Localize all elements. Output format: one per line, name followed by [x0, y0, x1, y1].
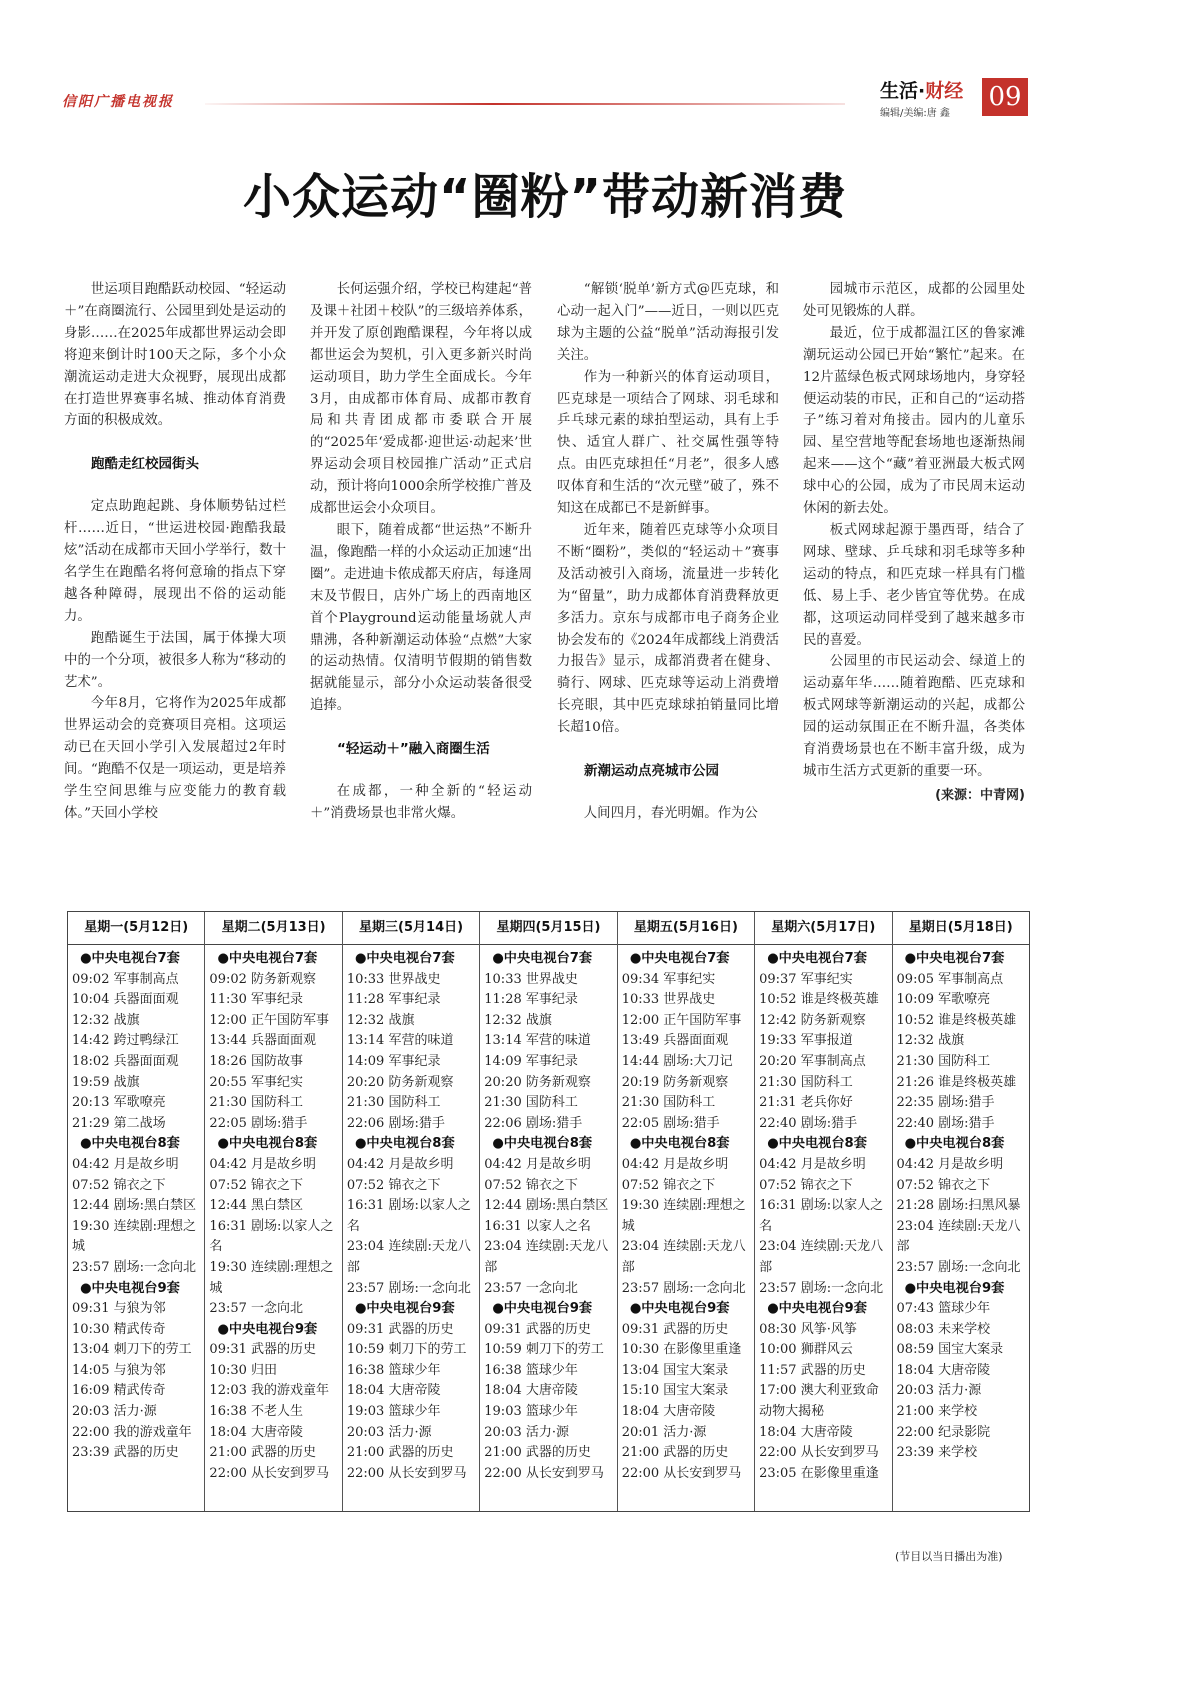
program-item: 10:30 精武传奇 [72, 1321, 166, 1337]
program-item: 12:32 战旗 [484, 1012, 552, 1028]
headline: 小众运动“圈粉”带动新消费 [242, 169, 848, 225]
program-item: 10:52 谁是终极英雄 [896, 1012, 1017, 1028]
channel-label: ●中央电视台8套 [80, 1136, 180, 1152]
paragraph: 眼下，随着成都“世运热”不断升温，像跑酷一样的小众运动正加速“出圈”。走进迪卡侬成都天府店，每逢周末及节假日，店外广场上的西南地区首个Playground运动能量场就人声鼎沸，各种新潮运动体验“点燃”大家的运动热情。仅清明节假期的销售数据就能显示，部分小众运动装备很受追捧。 [310, 522, 532, 714]
schedule-day-body [480, 945, 616, 1484]
program-item: 20:20 军事制高点 [759, 1053, 866, 1069]
program-item: 10:30 在影像里重逢 [621, 1342, 742, 1358]
program-item: 07:52 锦衣之下 [209, 1177, 304, 1193]
program-item: 14:09 军事纪录 [484, 1053, 578, 1069]
program-item: 12:32 战旗 [346, 1012, 415, 1028]
program-item: 14:05 与狼为邻 [72, 1362, 166, 1378]
program-item: 22:00 从长安到罗马 [209, 1465, 330, 1481]
paragraph: “解锁‘脱单’新方式@匹克球，和心动一起入门”——近日，一则以匹克球为主题的公益“脱单”活动海报引发关注。 [557, 282, 779, 363]
channel-label: ●中央电视台9套 [217, 1321, 318, 1337]
article-column-2 [310, 279, 532, 825]
program-item: 21:30 国防科工 [759, 1074, 853, 1090]
program-item: 19:30 连续剧:理想之城 [72, 1218, 196, 1255]
program-item: 12:03 我的游戏童年 [209, 1383, 330, 1399]
paragraph: 公园里的市民运动会、绿道上的运动嘉年华……随着跑酷、匹克球和板式网球等新潮运动的兴起，成都公园的运动氛围正在不断升温，各类体育消费场景也在不断丰富升级，成为城市生活方式更新的重要一环。 [803, 654, 1025, 779]
program-item: 12:00 正午国防军事 [621, 1012, 742, 1028]
program-item: 11:28 军事纪录 [346, 992, 441, 1008]
program-item: 20:03 活力·源 [896, 1383, 982, 1399]
program-item: 10:09 军歌嘹亮 [896, 992, 991, 1008]
program-item: 21:00 来学校 [896, 1404, 978, 1420]
program-item: 23:05 在影像里重逢 [759, 1465, 879, 1481]
header-divider [205, 103, 845, 105]
program-item: 04:42 月是故乡明 [621, 1156, 729, 1172]
program-item: 21:00 武器的历史 [621, 1445, 729, 1461]
program-item: 20:20 防务新观察 [484, 1074, 591, 1090]
schedule-day-column [343, 912, 480, 1511]
page-number: 09 [982, 78, 1028, 116]
paragraph: 在成都，一种全新的“轻运动＋”消费场景也非常火爆。 [310, 784, 532, 821]
paragraph: 园城市示范区，成都的公园里处处可见锻炼的人群。 [803, 282, 1025, 319]
channel-label: ●中央电视台7套 [354, 951, 455, 966]
schedule-day-body [343, 945, 479, 1484]
program-item: 12:32 战旗 [896, 1033, 965, 1049]
program-item: 18:04 大唐帝陵 [896, 1362, 991, 1378]
program-item: 21:29 第二战场 [72, 1115, 166, 1131]
channel-label: ●中央电视台7套 [80, 951, 180, 966]
paragraph: 最近，位于成都温江区的鲁家滩潮玩运动公园已开始“繁忙”起来。在12片蓝绿色板式网球场地内，身穿轻便运动装的市民，正和自己的“运动搭子”练习着对角接击。园内的儿童乐园、星空营地等配套场地也逐渐热闹起来——这个“藏”着亚洲最大板式网球中心的公园，成为了市民周末运动休闲的新去处。 [803, 325, 1025, 517]
program-item: 09:31 武器的历史 [621, 1321, 729, 1337]
channel-label: ●中央电视台7套 [492, 951, 593, 966]
program-item: 08:30 风筝·风筝 [759, 1321, 857, 1337]
schedule-day-column [755, 912, 892, 1511]
schedule-day-column [68, 912, 205, 1511]
schedule-day-column [205, 912, 342, 1511]
channel-label: ●中央电视台8套 [217, 1136, 318, 1152]
program-item: 11:30 军事纪录 [209, 992, 304, 1008]
program-item: 10:59 刺刀下的劳工 [346, 1342, 467, 1358]
program-item: 11:28 军事纪录 [484, 992, 578, 1008]
program-item: 21:30 国防科工 [484, 1095, 578, 1111]
program-item: 16:31 剧场:以家人之名 [209, 1218, 334, 1255]
schedule-day-header: 星期二(5月13日) [205, 912, 341, 945]
program-item: 13:04 刺刀下的劳工 [72, 1342, 192, 1358]
paragraph: 作为一种新兴的体育运动项目，匹克球是一项结合了网球、羽毛球和乒乓球元素的球拍型运动，具有上手快、适宜人群广、社交属性强等特点。由匹克球担任“月老”，很多人感叹体育和生活的“次元壁”破了，殊不知这在成都已不是新鲜事。 [557, 369, 779, 517]
subheading: 新潮运动点亮城市公园 [584, 763, 719, 780]
program-item: 21:26 谁是终极英雄 [896, 1074, 1017, 1090]
program-item: 18:26 国防故事 [209, 1053, 304, 1069]
program-item: 19:03 篮球少年 [484, 1404, 578, 1420]
program-item: 10:33 世界战史 [484, 971, 578, 987]
schedule-day-column [480, 912, 617, 1511]
program-item: 13:14 军营的味道 [484, 1033, 591, 1049]
program-item: 21:00 武器的历史 [484, 1445, 591, 1461]
program-item: 20:01 活力·源 [621, 1424, 707, 1440]
program-item: 09:31 武器的历史 [484, 1321, 591, 1337]
program-item: 16:38 篮球少年 [484, 1362, 578, 1378]
schedule-day-header: 星期日(5月18日) [893, 912, 1029, 945]
program-item: 18:04 大唐帝陵 [759, 1424, 853, 1440]
program-item: 20:03 活力·源 [346, 1424, 432, 1440]
program-item: 22:40 剧场:猎手 [896, 1115, 995, 1131]
program-item: 22:06 剧场:猎手 [346, 1115, 445, 1131]
schedule-day-column [618, 912, 755, 1511]
schedule-day-body [893, 945, 1029, 1464]
program-item: 20:19 防务新观察 [621, 1074, 729, 1090]
program-item: 10:59 刺刀下的劳工 [484, 1342, 604, 1358]
program-item: 04:42 月是故乡明 [209, 1156, 317, 1172]
program-item: 09:31 武器的历史 [209, 1342, 317, 1358]
channel-label: ●中央电视台7套 [904, 951, 1005, 966]
program-item: 12:42 防务新观察 [759, 1012, 866, 1028]
channel-label: ●中央电视台9套 [904, 1280, 1005, 1296]
program-item: 19:03 篮球少年 [346, 1404, 441, 1420]
program-item: 08:59 国宝大案录 [896, 1342, 1004, 1358]
paragraph: 近年来，随着匹克球等小众项目不断“圈粉”，类似的“轻运动＋”赛事及活动被引入商场，流量进一步转化为“留量”，助力成都体育消费释放更多活力。京东与成都市电子商务企业协会发布的《2024年成都线上消费活力报告》显示，成都消费者在健身、骑行、网球、匹克球等运动上消费增长亮眼，其中匹克球球拍销量同比增长超10倍。 [557, 522, 779, 736]
program-item: 09:34 军事纪实 [621, 971, 716, 987]
paragraph: 板式网球起源于墨西哥，结合了网球、壁球、乒乓球和羽毛球等多种运动的特点，和匹克球一样具有门槛低、易上手、老少皆宜等优势。在成都，这项运动同样受到了越来越多市民的喜爱。 [803, 522, 1025, 648]
program-item: 13:49 兵器面面观 [621, 1033, 729, 1049]
program-item: 23:57 剧场:一念向北 [759, 1280, 884, 1296]
channel-label: ●中央电视台8套 [492, 1136, 593, 1152]
schedule-day-header: 星期五(5月16日) [618, 912, 754, 945]
program-item: 23:39 来学校 [896, 1445, 978, 1461]
program-item: 18:04 大唐帝陵 [621, 1404, 716, 1420]
program-item: 09:02 防务新观察 [209, 971, 317, 987]
program-item: 07:52 锦衣之下 [621, 1177, 716, 1193]
program-item: 21:30 国防科工 [896, 1053, 991, 1069]
program-item: 21:00 武器的历史 [209, 1445, 317, 1461]
program-item: 04:42 月是故乡明 [72, 1156, 179, 1172]
program-item: 04:42 月是故乡明 [346, 1156, 454, 1172]
program-item: 23:39 武器的历史 [72, 1445, 179, 1461]
program-item: 23:57 剧场:一念向北 [72, 1259, 196, 1275]
program-item: 21:30 国防科工 [346, 1095, 441, 1111]
program-item: 21:28 剧场:扫黑风暴 [896, 1198, 1021, 1214]
channel-label: ●中央电视台7套 [217, 951, 318, 966]
program-item: 22:06 剧场:猎手 [484, 1115, 583, 1131]
program-item: 07:52 锦衣之下 [72, 1177, 166, 1193]
channel-label: ●中央电视台8套 [354, 1136, 455, 1152]
program-item: 19:33 军事报道 [759, 1033, 853, 1049]
program-item: 16:38 不老人生 [209, 1404, 304, 1420]
program-item: 14:42 跨过鸭绿江 [72, 1033, 179, 1049]
subheading: “轻运动＋”融入商圈生活 [337, 741, 490, 758]
program-item: 10:30 归田 [209, 1362, 278, 1378]
program-item: 22:00 从长安到罗马 [484, 1465, 604, 1481]
program-item: 07:52 锦衣之下 [346, 1177, 441, 1193]
program-item: 09:02 军事制高点 [72, 971, 179, 987]
schedule-day-body [755, 945, 891, 1484]
program-item: 22:00 纪录影院 [896, 1424, 991, 1440]
program-item: 18:04 大唐帝陵 [209, 1424, 304, 1440]
program-item: 18:04 大唐帝陵 [484, 1383, 578, 1399]
schedule-day-body [205, 945, 341, 1484]
paragraph: 定点助跑起跳、身体顺势钻过栏杆……近日，“世运进校园·跑酷我最炫”活动在成都市天回小学举行，数十名学生在跑酷名将何意瑜的指点下穿越各种障碍，展现出不俗的运动能力。 [64, 499, 286, 624]
program-item: 23:04 连续剧:天龙八部 [346, 1239, 471, 1275]
program-item: 21:30 国防科工 [621, 1095, 716, 1111]
program-item: 09:31 与狼为邻 [72, 1301, 166, 1317]
program-item: 08:03 未来学校 [896, 1321, 991, 1337]
paragraph: 长何运强介绍，学校已构建起“普及课＋社团＋校队”的三级培养体系，并开发了原创跑酷课程，今年将以成都世运会为契机，引入更多新兴时尚运动项目，助力学生全面成长。今年3月，由成都市体育局、成都市教育局和共青团成都市委联合开展的“2025年‘爱成都·迎世运·动起来’世界运动会项目校园推广活动”正式启动，预计将向1000余所学校推广普及成都世运会小众项目。 [310, 282, 532, 517]
program-item: 10:00 狮群风云 [759, 1342, 853, 1358]
program-item: 13:04 国宝大案录 [621, 1362, 729, 1378]
program-item: 20:55 军事纪实 [209, 1074, 304, 1090]
program-item: 22:00 从长安到罗马 [346, 1465, 467, 1481]
program-item: 12:32 战旗 [72, 1012, 140, 1028]
program-item: 12:44 剧场:黑白禁区 [72, 1198, 196, 1214]
section-accent: 财经 [925, 80, 964, 102]
program-item: 18:04 大唐帝陵 [346, 1383, 441, 1399]
program-item: 18:02 兵器面面观 [72, 1053, 179, 1069]
program-item: 14:09 军事纪录 [346, 1053, 441, 1069]
channel-label: ●中央电视台8套 [629, 1136, 730, 1152]
program-item: 10:33 世界战史 [621, 992, 716, 1008]
program-item: 23:57 剧场:一念向北 [346, 1280, 471, 1296]
program-item: 22:00 从长安到罗马 [621, 1465, 742, 1481]
article-column-3 [557, 279, 779, 825]
program-item: 09:31 武器的历史 [346, 1321, 454, 1337]
channel-label: ●中央电视台9套 [629, 1301, 730, 1317]
program-item: 07:52 锦衣之下 [484, 1177, 578, 1193]
section-prefix: 生活· [880, 80, 926, 102]
program-item: 22:05 剧场:猎手 [209, 1115, 308, 1131]
program-item: 23:04 连续剧:天龙八部 [759, 1239, 884, 1275]
schedule-day-body [68, 945, 204, 1464]
editor-credit: 编辑/美编:唐 鑫 [880, 108, 950, 119]
schedule-day-header: 星期三(5月14日) [343, 912, 479, 945]
program-item: 21:31 老兵你好 [759, 1095, 853, 1111]
program-item: 22:35 剧场:猎手 [896, 1095, 995, 1111]
program-item: 21:00 武器的历史 [346, 1445, 454, 1461]
program-item: 20:03 活力·源 [72, 1404, 157, 1420]
program-item: 10:33 世界战史 [346, 971, 441, 987]
program-item: 07:52 锦衣之下 [896, 1177, 991, 1193]
tv-schedule-table [67, 911, 1030, 1512]
program-item: 23:57 剧场:一念向北 [896, 1259, 1021, 1275]
program-item: 14:44 剧场:大刀记 [621, 1053, 733, 1069]
program-item: 23:04 连续剧:天龙八部 [896, 1218, 1021, 1255]
program-item: 22:40 剧场:猎手 [759, 1115, 858, 1131]
paragraph: 人间四月，春光明媚。作为公 [583, 805, 758, 821]
article-column-4 [803, 279, 1025, 807]
program-item: 12:44 剧场:黑白禁区 [484, 1198, 609, 1214]
section-title [880, 76, 963, 103]
program-item: 10:04 兵器面面观 [72, 992, 179, 1008]
schedule-day-header: 星期四(5月15日) [480, 912, 616, 945]
program-item: 21:30 国防科工 [209, 1095, 304, 1111]
masthead: 信阳广播电视报 [62, 94, 174, 110]
program-item: 19:30 连续剧:理想之城 [621, 1198, 746, 1234]
program-item: 13:14 军营的味道 [346, 1033, 454, 1049]
program-item: 13:44 兵器面面观 [209, 1033, 317, 1049]
channel-label: ●中央电视台9套 [80, 1280, 180, 1296]
program-item: 16:31 剧场:以家人之名 [346, 1198, 471, 1234]
program-item: 20:20 防务新观察 [346, 1074, 454, 1090]
program-item: 10:52 谁是终极英雄 [759, 992, 879, 1008]
schedule-day-header: 星期一(5月12日) [68, 912, 204, 945]
program-item: 09:05 军事制高点 [896, 971, 1004, 987]
article-column-1 [64, 279, 286, 825]
channel-label: ●中央电视台9套 [767, 1301, 867, 1317]
program-item: 17:00 澳大利亚致命动物大揭秘 [759, 1383, 879, 1420]
paragraph: 世运项目跑酷跃动校园、“轻运动＋”在商圈流行、公园里到处是运动的身影……在2025年成都世界运动会即将迎来倒计时100天之际，多个小众潮流运动走进大众视野，展现出成都在打造世界赛事名城、推动体育消费方面的积极成效。 [64, 282, 286, 429]
schedule-day-column [893, 912, 1029, 1511]
program-item: 22:05 剧场:猎手 [621, 1115, 720, 1131]
schedule-day-header: 星期六(5月17日) [755, 912, 891, 945]
program-item: 23:04 连续剧:天龙八部 [484, 1239, 609, 1275]
program-item: 07:43 篮球少年 [896, 1301, 991, 1317]
channel-label: ●中央电视台7套 [767, 951, 867, 966]
program-item: 16:31 剧场:以家人之名 [759, 1198, 884, 1234]
program-item: 23:57 一念向北 [209, 1301, 304, 1317]
channel-label: ●中央电视台8套 [904, 1136, 1005, 1152]
program-item: 19:30 连续剧:理想之城 [209, 1259, 334, 1296]
program-item: 04:42 月是故乡明 [484, 1156, 591, 1172]
program-item: 16:09 精武传奇 [72, 1383, 166, 1399]
program-item: 16:38 篮球少年 [346, 1362, 441, 1378]
program-item: 15:10 国宝大案录 [621, 1383, 729, 1399]
program-item: 20:13 军歌嘹亮 [72, 1095, 166, 1111]
program-item: 12:44 黑白禁区 [209, 1198, 304, 1214]
program-item: 22:00 我的游戏童年 [72, 1424, 192, 1440]
paragraph: 跑酷诞生于法国，属于体操大项中的一个分项，被很多人称为“移动的艺术”。 [64, 630, 286, 690]
program-item: 23:04 连续剧:天龙八部 [621, 1239, 746, 1275]
paragraph: 今年8月，它将作为2025年成都世界运动会的竞赛项目亮相。这项运动已在天回小学引入发展超过2年时间。“跑酷不仅是一项运动，更是培养学生空间思维与应变能力的教育载体。”天回小学校 [64, 696, 286, 821]
program-item: 07:52 锦衣之下 [759, 1177, 853, 1193]
schedule-footnote: (节目以当日播出为准) [895, 1550, 1003, 1563]
program-item: 20:03 活力·源 [484, 1424, 569, 1440]
channel-label: ●中央电视台7套 [629, 951, 730, 966]
program-item: 04:42 月是故乡明 [759, 1156, 866, 1172]
channel-label: ●中央电视台8套 [767, 1136, 867, 1152]
program-item: 16:31 以家人之名 [484, 1218, 591, 1234]
program-item: 11:57 武器的历史 [759, 1362, 866, 1378]
program-item: 04:42 月是故乡明 [896, 1156, 1004, 1172]
channel-label: ●中央电视台9套 [354, 1301, 455, 1317]
program-item: 09:37 军事纪实 [759, 971, 853, 987]
program-item: 12:00 正午国防军事 [209, 1012, 330, 1028]
article-source: (来源：中青网) [935, 787, 1025, 803]
program-item: 22:00 从长安到罗马 [759, 1445, 879, 1461]
channel-label: ●中央电视台9套 [492, 1301, 593, 1317]
program-item: 23:57 剧场:一念向北 [621, 1280, 746, 1296]
program-item: 19:59 战旗 [72, 1074, 140, 1090]
subheading: 跑酷走红校园街头 [91, 456, 199, 473]
program-item: 23:57 一念向北 [484, 1280, 578, 1296]
schedule-day-body [618, 945, 754, 1484]
